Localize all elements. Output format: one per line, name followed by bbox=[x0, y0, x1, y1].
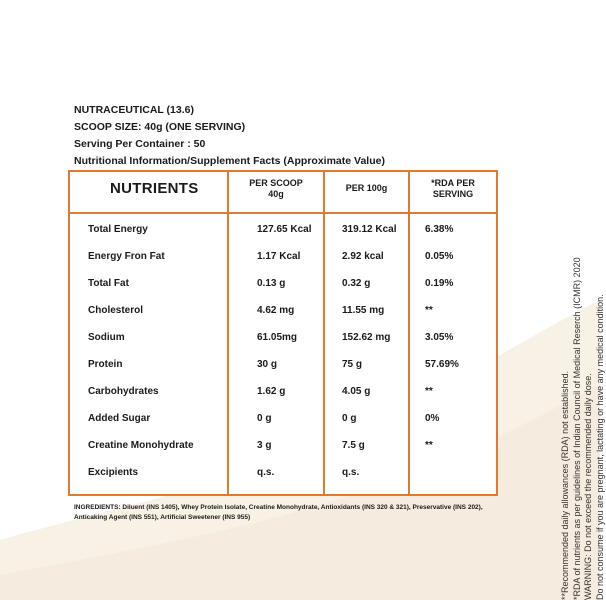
rda-header-line1: *RDA PER bbox=[431, 178, 475, 188]
per-scoop-value: 1.17 Kcal bbox=[257, 251, 301, 262]
nutrient-name: Total Energy bbox=[88, 224, 148, 235]
rda-note-2: *RDA of nutrients as per guidelines of Indian Council of Medical Reserch (ICMR) 2020 bbox=[571, 257, 582, 600]
nutrient-name: Creatine Monohydrate bbox=[88, 440, 194, 451]
per-100g-value: 0.32 g bbox=[342, 278, 371, 289]
nutrient-name: Total Fat bbox=[88, 278, 129, 289]
table-row bbox=[70, 274, 496, 294]
rda-value: 0.19% bbox=[425, 278, 454, 289]
nutrient-name: Energy Fron Fat bbox=[88, 251, 165, 262]
rda-value: ** bbox=[425, 386, 433, 397]
table-row bbox=[70, 328, 496, 348]
table-row bbox=[70, 436, 496, 456]
rda-value: 57.69% bbox=[425, 359, 459, 370]
per-scoop-value: 30 g bbox=[257, 359, 278, 370]
per-scoop-value: 1.62 g bbox=[257, 386, 286, 397]
nutrition-table bbox=[68, 170, 498, 496]
per-100g-value: 7.5 g bbox=[342, 440, 365, 451]
nutrients-header: NUTRIENTS bbox=[110, 180, 199, 197]
per-100g-value: 11.55 mg bbox=[342, 305, 385, 316]
scoop-size: SCOOP SIZE: 40g (ONE SERVING) bbox=[74, 121, 246, 133]
nutrient-name: Protein bbox=[88, 359, 123, 370]
table-row bbox=[70, 247, 496, 267]
per-scoop-header-line1: PER SCOOP bbox=[249, 178, 303, 188]
per-scoop-header bbox=[228, 178, 324, 200]
rda-value: ** bbox=[425, 440, 433, 451]
table-row bbox=[70, 463, 496, 483]
per-100g-value: 75 g bbox=[342, 359, 363, 370]
ingredients-line1: INGREDIENTS: Diluent (INS 1405), Whey Protein Isolate, Creatine Monohydrate, Antioxidants (INS 320 & 321), Preservative (INS 202), bbox=[74, 504, 483, 511]
per-100g-value: 152.62 mg bbox=[342, 332, 391, 343]
per-scoop-value: 61.05mg bbox=[257, 332, 298, 343]
nutrient-name: Added Sugar bbox=[88, 413, 151, 424]
per-scoop-value: 3 g bbox=[257, 440, 272, 451]
nutrient-name: Excipients bbox=[88, 467, 139, 478]
per-scoop-value: 4.62 mg bbox=[257, 305, 295, 316]
per-scoop-value: q.s. bbox=[257, 467, 275, 478]
per-100g-value: 2.92 kcal bbox=[342, 251, 384, 262]
rda-header bbox=[409, 178, 497, 200]
table-row bbox=[70, 220, 496, 240]
servings-per-container: Serving Per Container : 50 bbox=[74, 138, 206, 150]
per-scoop-header-line2: 40g bbox=[268, 189, 284, 199]
per-scoop-value: 0.13 g bbox=[257, 278, 286, 289]
nutrient-name: Cholesterol bbox=[88, 305, 144, 316]
per-scoop-value: 127.65 Kcal bbox=[257, 224, 312, 235]
ingredients-line2: Anticaking Agent (INS 551), Artificial Sweetener (INS 955) bbox=[74, 514, 251, 521]
per-100g-value: 0 g bbox=[342, 413, 357, 424]
table-row bbox=[70, 301, 496, 321]
per-100g-value: 319.12 Kcal bbox=[342, 224, 397, 235]
rda-warning-notes bbox=[560, 120, 606, 600]
nutrient-name: Carbohydrates bbox=[88, 386, 159, 397]
nutrient-name: Sodium bbox=[88, 332, 125, 343]
rda-value: 0.05% bbox=[425, 251, 454, 262]
table-row bbox=[70, 355, 496, 375]
rda-value: 3.05% bbox=[425, 332, 454, 343]
per-100g-value: q.s. bbox=[342, 467, 360, 478]
rda-note-1: **Recommended daily allowances (RDA) not established. bbox=[560, 370, 570, 600]
table-row bbox=[70, 409, 496, 429]
nutrition-caption: Nutritional Information/Supplement Facts (Approximate Value) bbox=[74, 155, 385, 167]
rda-value: 0% bbox=[425, 413, 440, 424]
per-100g-value: 4.05 g bbox=[342, 386, 371, 397]
table-row bbox=[70, 382, 496, 402]
warning-note: WARNING: Do not exceed the recommended daily dose. bbox=[583, 373, 593, 600]
rda-value: 6.38% bbox=[425, 224, 454, 235]
product-name: NUTRACEUTICAL (13.6) bbox=[74, 104, 194, 116]
consumption-note: Do not consume if you are pregnant, lactating or have any medical condition. bbox=[594, 294, 605, 600]
per-scoop-value: 0 g bbox=[257, 413, 272, 424]
rda-value: ** bbox=[425, 305, 433, 316]
rda-header-line2: SERVING bbox=[432, 189, 474, 199]
ingredients-text bbox=[74, 503, 514, 523]
header-divider bbox=[70, 212, 496, 214]
product-header bbox=[74, 102, 385, 170]
per-100g-header: PER 100g bbox=[345, 183, 388, 193]
